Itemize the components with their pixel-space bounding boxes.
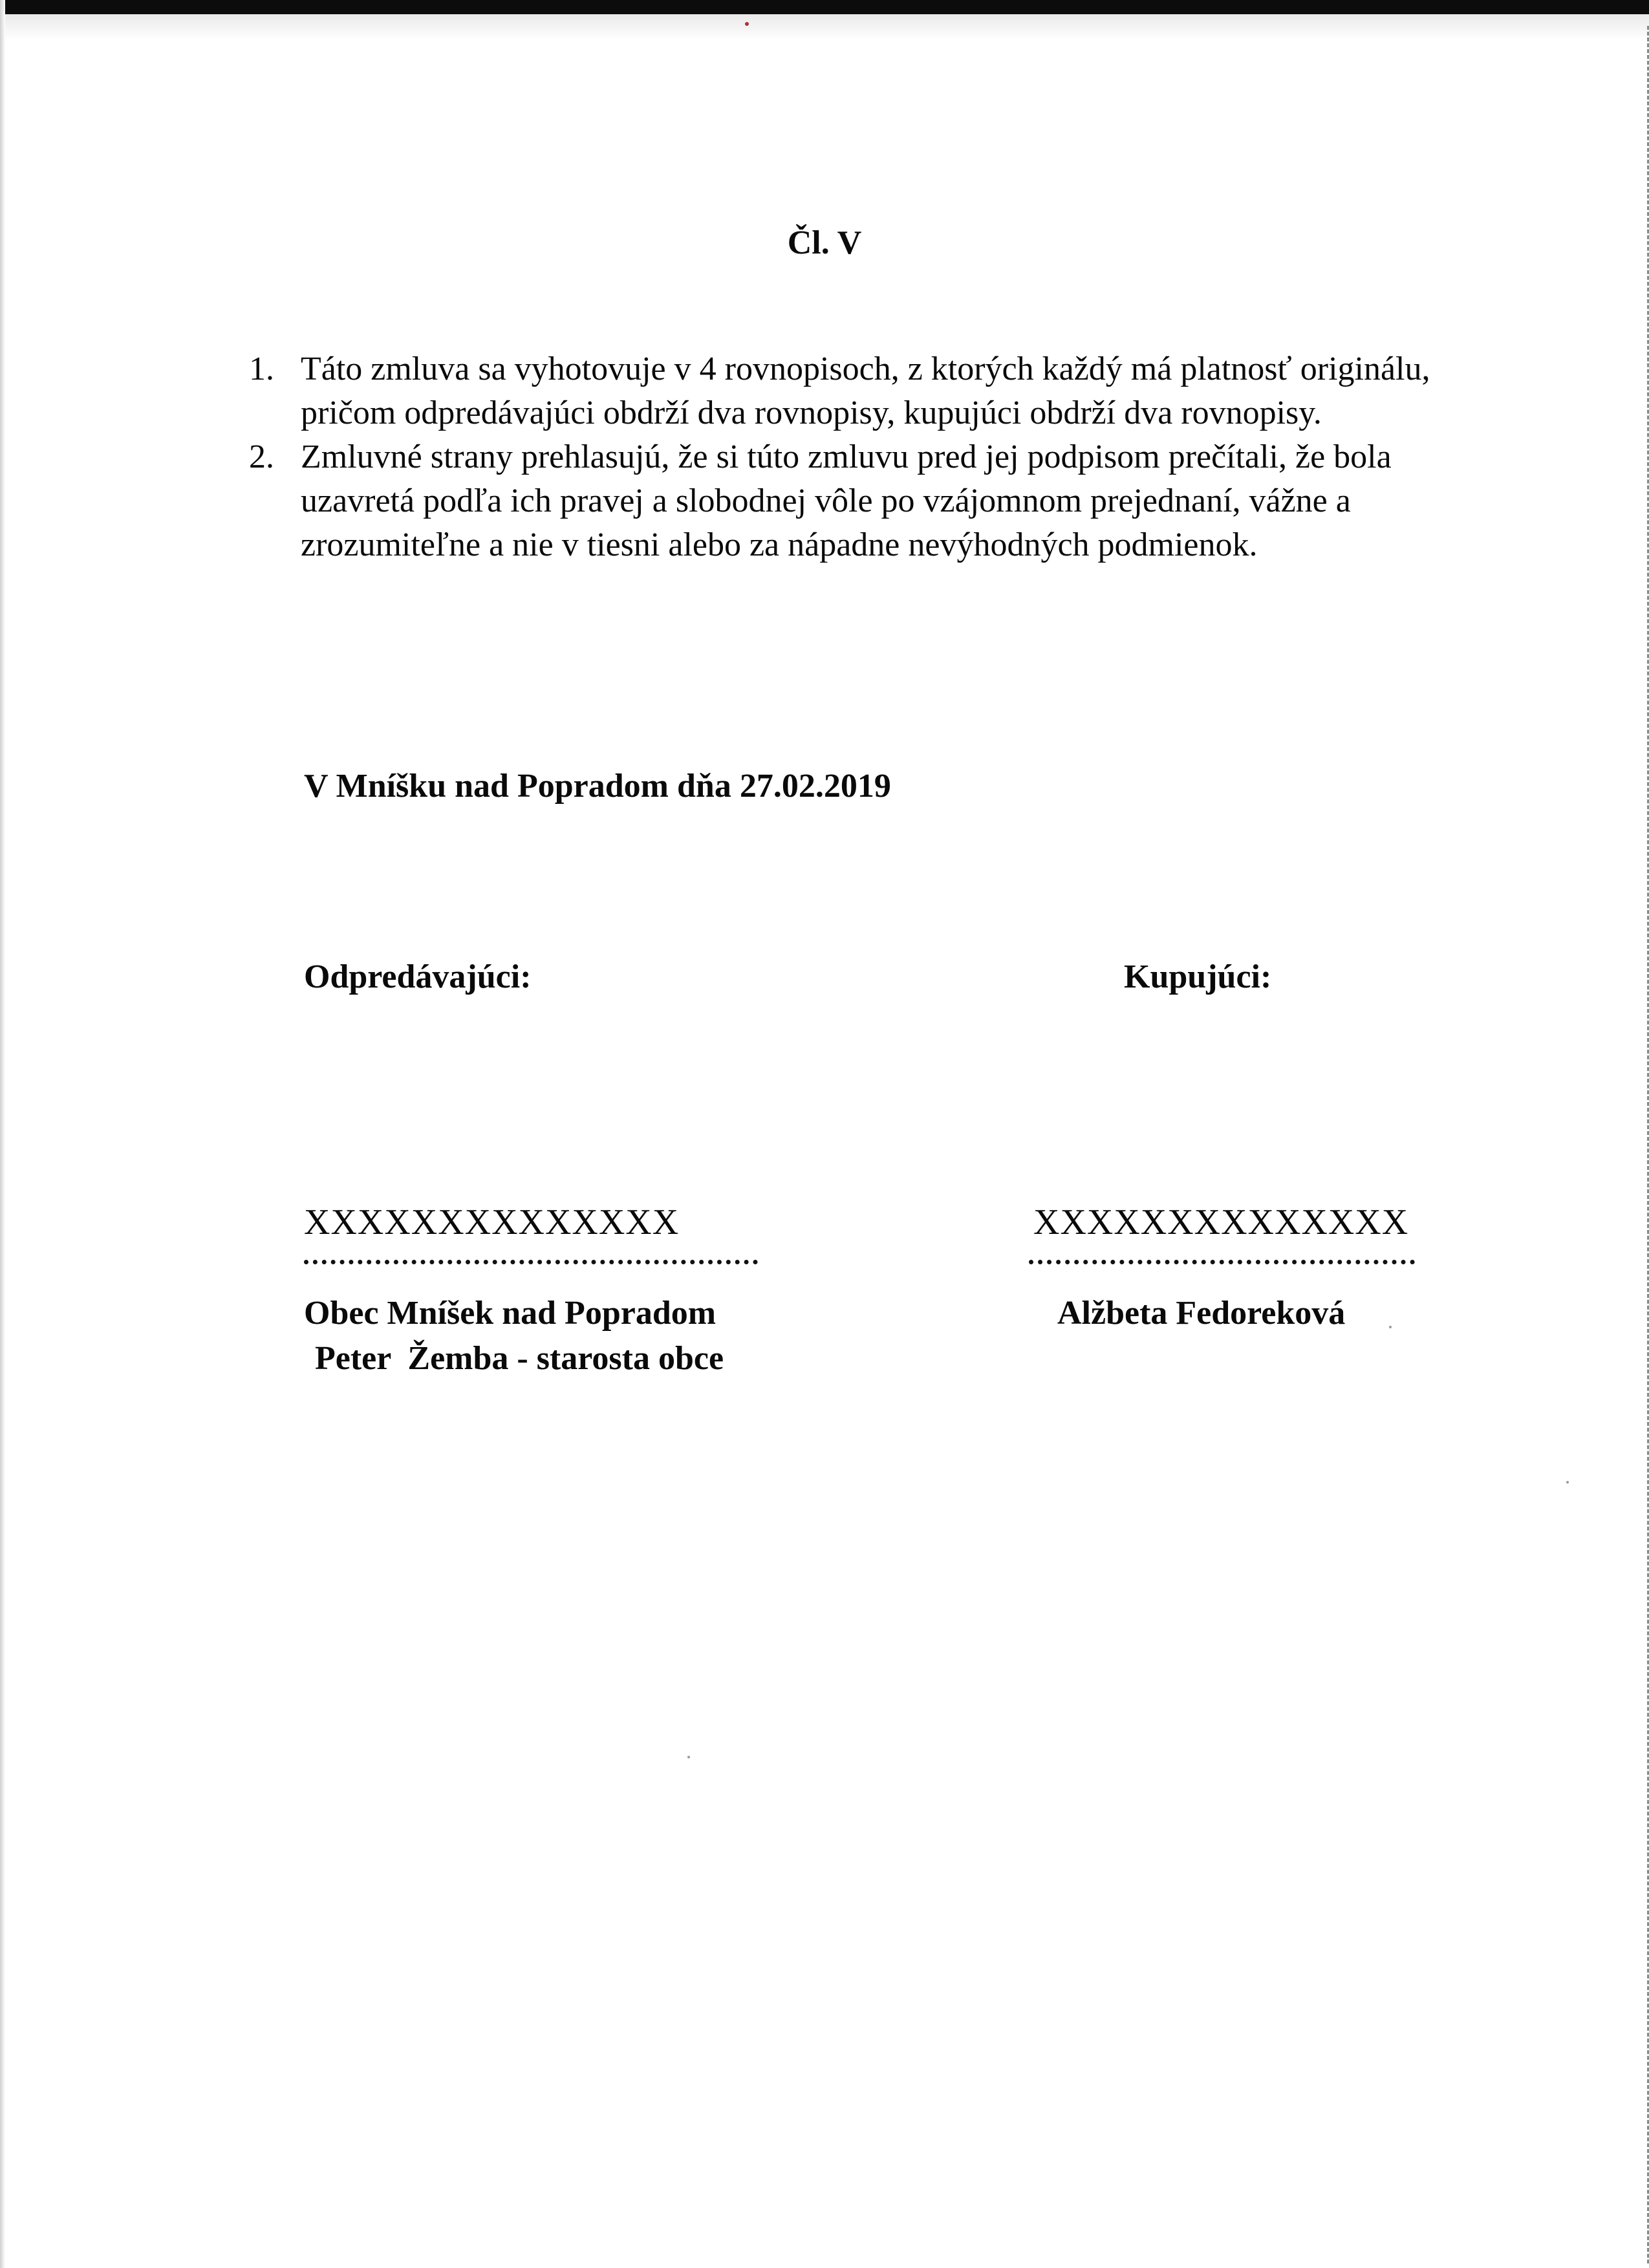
scan-border-top <box>0 0 1649 14</box>
clause-list <box>249 347 1478 567</box>
seller-representative: Peter Žemba - starosta obce <box>315 1340 724 1377</box>
buyer-name: Alžbeta Fedoreková <box>1057 1295 1346 1332</box>
clause-number: 1. <box>249 351 274 387</box>
clause-text: Táto zmluva sa vyhotovuje v 4 rovnopisoch, z ktorých každý má platnosť originálu, pričom odpredávajúci obdrží dva rovnopisy, kupujúci obdrží dva rovnopisy. <box>301 351 1430 431</box>
scan-shadow-top <box>0 14 1649 40</box>
seller-signature-line <box>304 1260 758 1264</box>
clause-number: 2. <box>249 438 274 475</box>
buyer-signature-redacted: XXXXXXXXXXXXXX <box>1033 1202 1409 1242</box>
article-heading: Čl. V <box>787 224 862 261</box>
buyer-signature-line <box>1029 1260 1415 1264</box>
seller-signature-redacted: XXXXXXXXXXXXXX <box>304 1202 680 1242</box>
clause-text: Zmluvné strany prehlasujú, že si túto zmluvu pred jej podpisom prečítali, že bola uzavretá podľa ich pravej a slobodnej vôle po vzájomnom prejednaní, vážne a zrozumiteľne a nie v tiesni alebo za nápadne nevýhodných podmienok. <box>301 438 1392 563</box>
clause-item <box>249 347 1478 435</box>
clause-item <box>249 435 1478 567</box>
place-and-date: V Mníšku nad Popradom dňa 27.02.2019 <box>304 768 891 805</box>
scan-speck <box>1566 1481 1569 1484</box>
scan-shadow-left <box>0 0 5 2268</box>
buyer-label: Kupujúci: <box>1124 958 1272 995</box>
scan-speck <box>1389 1326 1392 1328</box>
seller-organization: Obec Mníšek nad Popradom <box>304 1295 717 1332</box>
seller-label: Odpredávajúci: <box>304 958 532 995</box>
scan-speck <box>745 22 749 26</box>
scan-speck <box>687 1756 690 1758</box>
